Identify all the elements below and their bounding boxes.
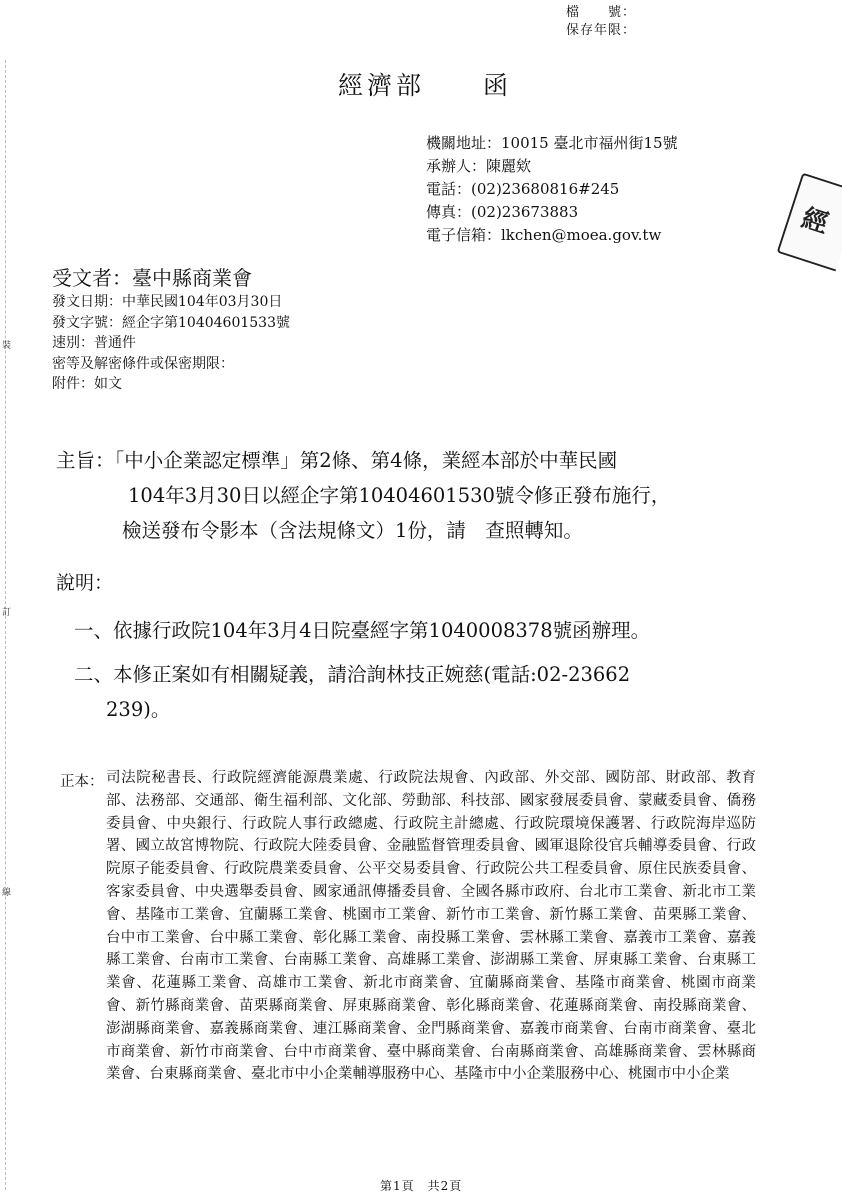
delivery-speed: 速別：普通件 [52,335,136,351]
org-email: 電子信箱：lkchen@moea.gov.tw [426,226,662,244]
line-mark: 線 [2,888,12,898]
document-meta [52,292,290,395]
binding-line [5,60,6,1190]
subject-line-2: 104年3月30日以經企字第10404601530號令修正發布施行， [128,484,671,507]
org-phone: 電話：(02)23680816#245 [426,180,620,198]
cc-recipients: 司法院秘書長、行政院經濟能源農業處、行政院法規會、內政部、外交部、國防部、財政部、教育部、法務部、交通部、衛生福利部、文化部、勞動部、科技部、國家發展委員會、蒙藏委員會、僑務委員會、中央銀行、行政院人事行政總處、行政院主計總處、行政院環境保護署、行政院海岸巡防署、國立故宮博物院、行政院大陸委員會、金融監督管理委員會、國軍退除役官兵輔導委員會、行政院原子能委員會、行政院農業委員會、公平交易委員會、行政院公共工程委員會、原住民族委員會、客家委員會、中央選舉委員會、國家通訊傳播委員會、全國各縣市政府、台北市工業會、新北市工業會、基隆市工業會、宜蘭縣工業會、桃園市工業會、新竹市工業會、新竹縣工業會、苗栗縣工業會、台中市工業會、台中縣工業會、彰化縣工業會、南投縣工業會、雲林縣工業會、嘉義市工業會、嘉義縣工業會、台南市工業會、台南縣工業會、高雄縣工業會、澎湖縣工業會、屏東縣工業會、台東縣工業會、花蓮縣工業會、高雄市工業會、新北市商業會、宜蘭縣商業會、基隆市商業會、桃園市商業會、新竹縣商業會、苗栗縣商業會、屏東縣商業會、彰化縣商業會、花蓮縣商業會、南投縣商業會、澎湖縣商業會、嘉義縣商業會、連江縣商業會、金門縣商業會、嘉義市商業會、台南市商業會、臺北市商業會、新竹市商業會、台中市商業會、臺中縣商業會、台南縣商業會、高雄縣商業會、雲林縣商業會、台東縣商業會、臺北市中小企業輔導服務中心、基隆市中小企業服務中心、桃園市中小企業 [106,770,756,1083]
order-mark: 訂 [2,608,12,618]
secrecy-level: 密等及解密條件或保密期限： [52,355,234,372]
attachment: 附件：如文 [52,376,122,392]
issue-date: 發文日期：中華民國104年03月30日 [52,294,283,310]
org-fax: 傳真：(02)23673883 [426,203,579,221]
page-footer: 第1頁 共2頁 [380,1179,463,1193]
cc-label: 正本： [60,774,104,790]
recipient: 受文者：臺中縣商業會 [52,266,252,290]
explanation-item-2-cont: 239)。 [106,698,171,721]
org-officer: 承辦人：陳麗欸 [426,157,532,175]
subject-line-1: 主旨：「中小企業認定標準」第2條、第4條，業經本部於中華民國 [56,449,618,472]
document-title: 經濟部 函 [338,71,513,100]
subject [56,443,670,548]
binding-mark: 裝 [2,341,12,351]
subject-line-3: 檢送發布令影本（含法規條文）1份，請 查照轉知。 [122,519,583,542]
organization-info [426,132,678,247]
retention-period-label: 保存年限： [566,23,637,38]
explanation-item-1: 一、依據行政院104年3月4日院臺經字第1040008378號函辦理。 [74,619,651,642]
org-address: 機關地址：10015 臺北市福州街15號 [426,134,678,152]
explanation-item-2: 二、本修正案如有相關疑義，請洽詢林技正婉慈(電話:02-23662 [74,663,631,686]
document-number: 發文字號：經企字第10404601533號 [52,314,290,331]
explanation-label: 說明： [56,572,114,594]
file-number-label: 檔 號： [566,5,637,20]
seal-stamp: 經 [777,172,842,271]
